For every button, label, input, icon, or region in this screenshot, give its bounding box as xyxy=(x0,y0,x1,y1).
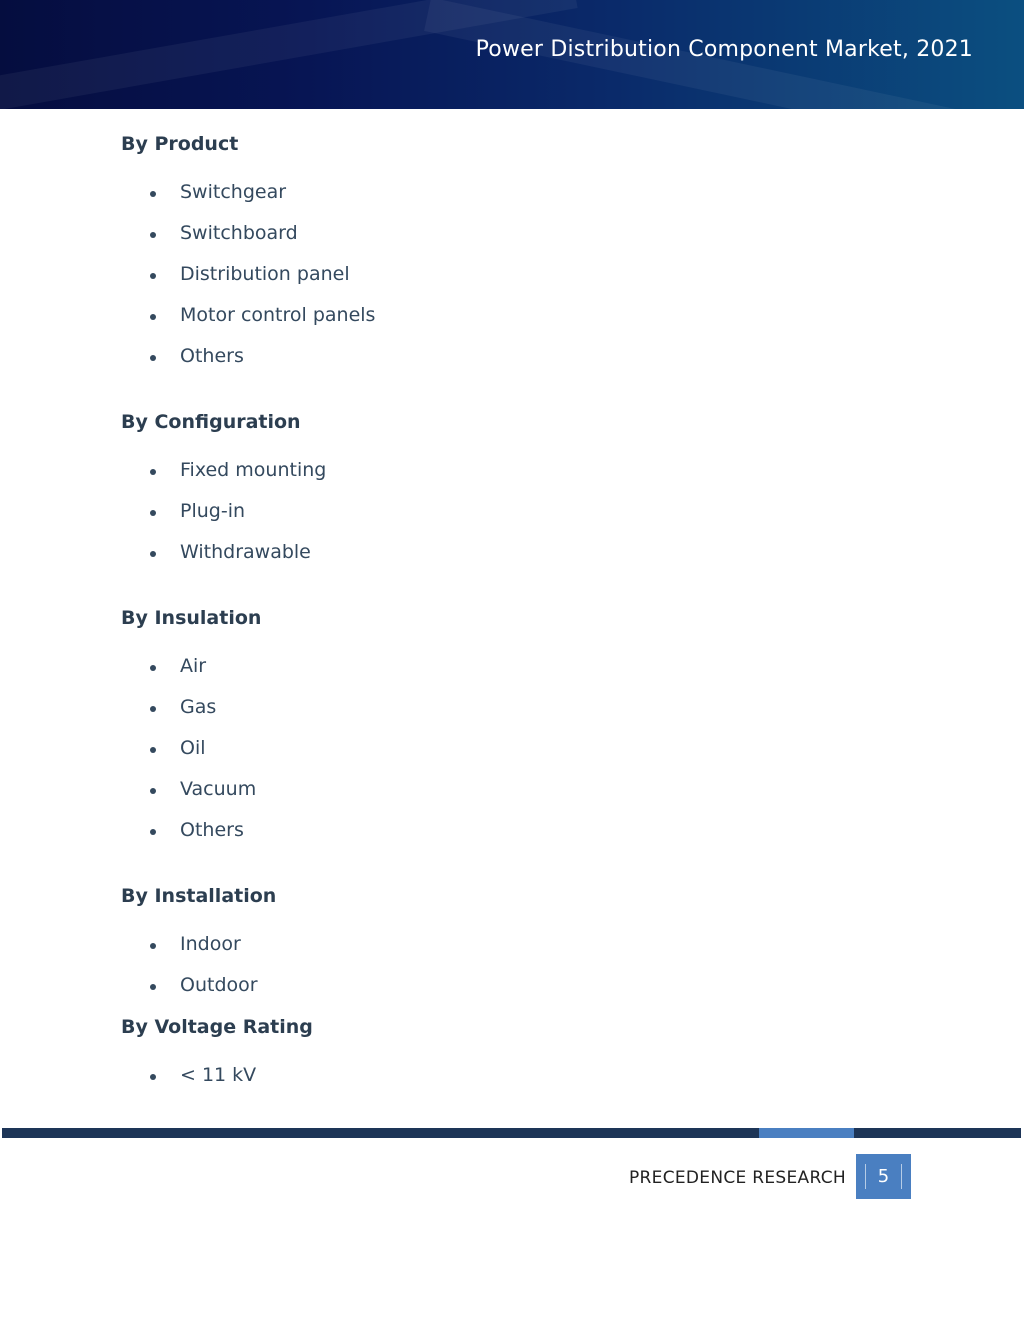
section-heading-voltage-rating: By Voltage Rating xyxy=(121,1016,313,1038)
page-number: 5 xyxy=(877,1166,890,1187)
footer-accent xyxy=(759,1128,854,1138)
bullet-icon xyxy=(150,984,156,990)
report-title: Power Distribution Component Market, 2021 xyxy=(475,37,973,62)
bullet-icon xyxy=(150,1074,156,1080)
bullet-icon xyxy=(150,943,156,949)
bullet-icon xyxy=(150,314,156,320)
page-box-line xyxy=(865,1164,866,1189)
section-heading-configuration: By Configuration xyxy=(121,411,301,433)
bullet-icon xyxy=(150,510,156,516)
bullet-icon xyxy=(150,665,156,671)
page-box-line xyxy=(901,1164,902,1189)
bullet-icon xyxy=(150,788,156,794)
section-heading-installation: By Installation xyxy=(121,885,277,907)
footer-brand: PRECEDENCE RESEARCH xyxy=(628,1168,846,1188)
page-header xyxy=(0,0,1024,109)
section-heading-product: By Product xyxy=(121,133,239,155)
bullet-icon xyxy=(150,232,156,238)
footer-divider xyxy=(2,1128,1021,1138)
page-number-box xyxy=(856,1154,911,1199)
bullet-icon xyxy=(150,273,156,279)
bullet-icon xyxy=(150,191,156,197)
bullet-icon xyxy=(150,551,156,557)
bullet-icon xyxy=(150,355,156,361)
bullet-icon xyxy=(150,469,156,475)
section-heading-insulation: By Insulation xyxy=(121,607,262,629)
bullet-icon xyxy=(150,747,156,753)
bullet-icon xyxy=(150,829,156,835)
bullet-icon xyxy=(150,706,156,712)
